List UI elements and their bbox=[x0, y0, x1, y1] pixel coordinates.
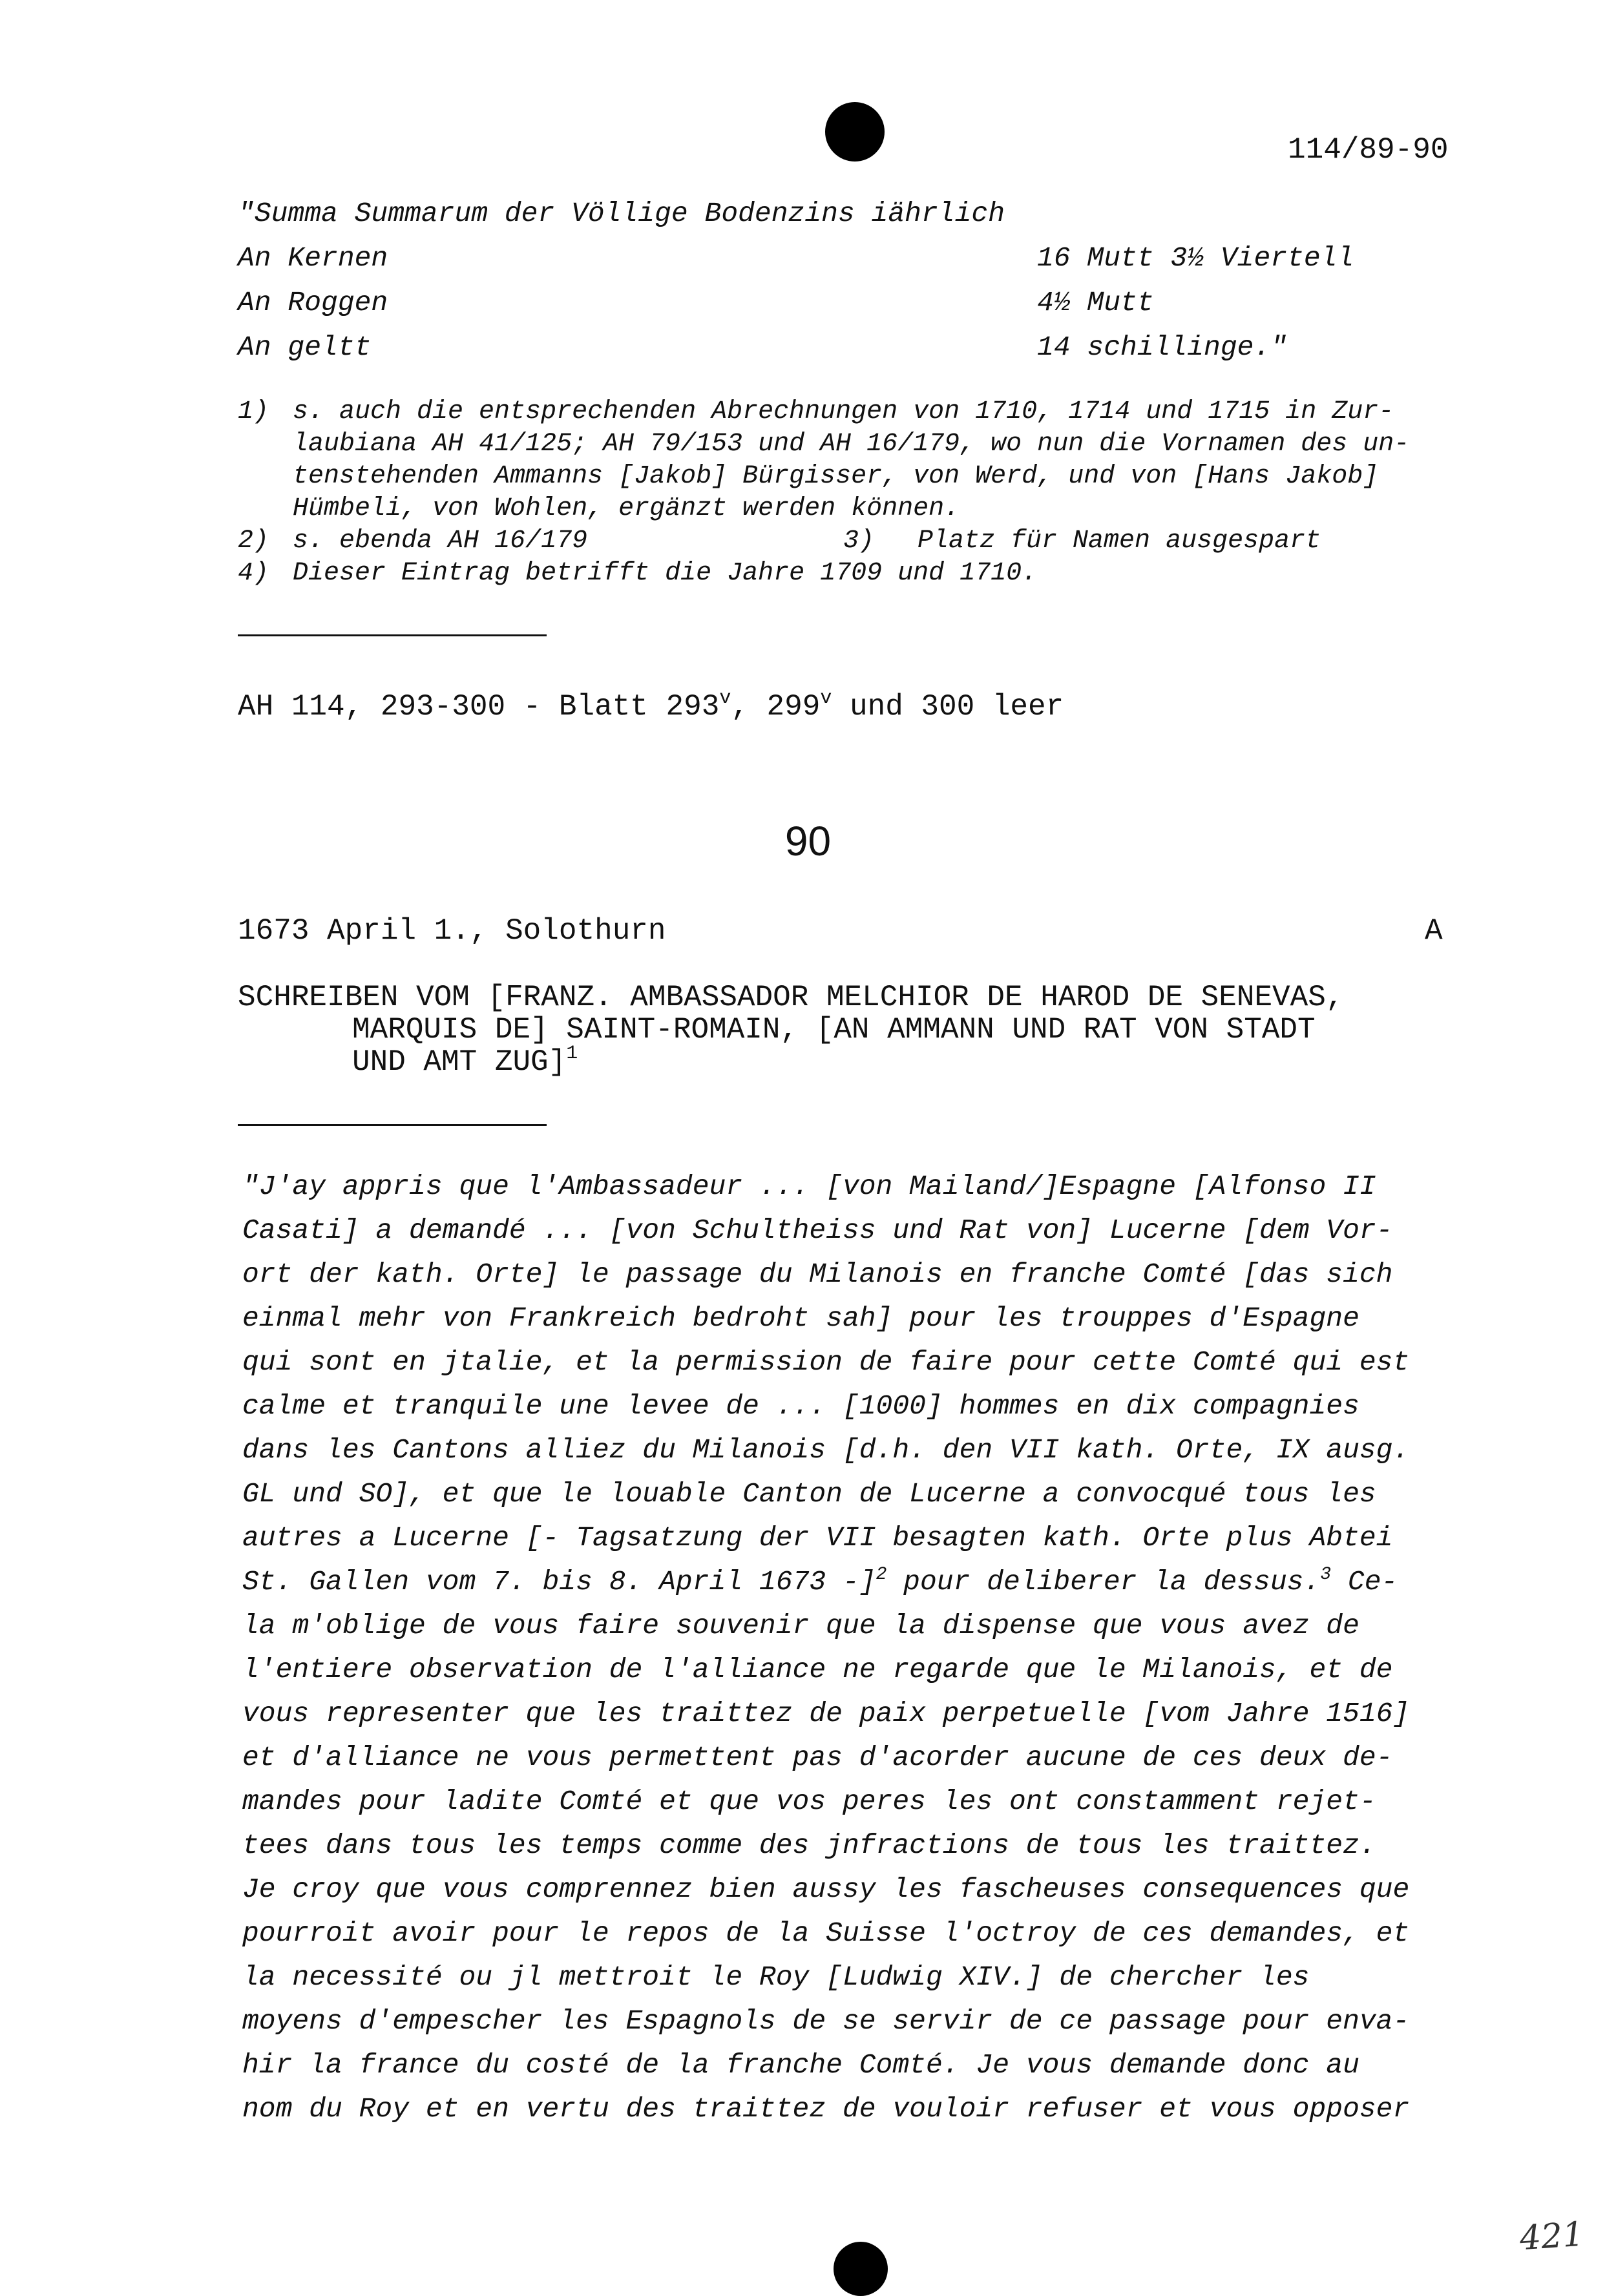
body-line: tees dans tous les temps comme des jnfractions de tous les traittez. bbox=[242, 1830, 1376, 1861]
body-line: calme et tranquile une levee de ... [1000] hommes en dix compagnies bbox=[242, 1390, 1359, 1422]
summary-label: An geltt bbox=[238, 331, 372, 363]
footnote-ref: 2 bbox=[876, 1565, 887, 1585]
footnote-separator bbox=[238, 634, 547, 636]
footnote-number: 3) bbox=[843, 527, 875, 556]
body-line: moyens d'empescher les Espagnols de se servir de ce passage pour enva- bbox=[242, 2005, 1410, 2037]
body-line: pourroit avoir pour le repos de la Suisse l'octroy de ces demandes, et bbox=[242, 1917, 1410, 1949]
date-place: 1673 April 1., Solothurn bbox=[238, 914, 666, 948]
heading-line bbox=[352, 1045, 578, 1079]
summary-label: An Roggen bbox=[238, 287, 388, 318]
heading-text: UND AMT ZUG] bbox=[352, 1045, 567, 1079]
summary-value: 4½ Mutt bbox=[1037, 287, 1154, 318]
body-line: GL und SO], et que le louable Canton de Lucerne a convocqué tous les bbox=[242, 1478, 1376, 1510]
summary-value: 16 Mutt 3½ Viertell bbox=[1037, 242, 1354, 274]
footnote-line: s. auch die entsprechenden Abrechnungen von 1710, 1714 und 1715 in Zur- bbox=[293, 397, 1394, 426]
body-line: la m'oblige de vous faire souvenir que la dispense que vous avez de bbox=[242, 1610, 1359, 1642]
footnote-line: Dieser Eintrag betrifft die Jahre 1709 und 1710. bbox=[293, 559, 1038, 588]
source-suffix: und 300 leer bbox=[832, 690, 1064, 724]
body-line bbox=[242, 1566, 1398, 1598]
source-sup: v bbox=[820, 687, 832, 709]
footnote-number: 1) bbox=[238, 397, 269, 426]
page-reference: 114/89-90 bbox=[1288, 133, 1449, 167]
heading-line: SCHREIBEN VOM [FRANZ. AMBASSADOR MELCHIOR DE HAROD DE SENEVAS, bbox=[238, 981, 1344, 1014]
body-line: nom du Roy et en vertu des traittez de vouloir refuser et vous opposer bbox=[242, 2093, 1410, 2125]
body-line: Je croy que vous comprennez bien aussy les fascheuses consequences que bbox=[242, 1873, 1410, 1905]
body-text: pour deliberer la dessus. bbox=[887, 1566, 1321, 1598]
document-number: 90 bbox=[784, 818, 832, 864]
handwritten-page-number: 421 bbox=[1518, 2215, 1586, 2259]
body-line: einmal mehr von Frankreich bedroht sah] pour les trouppes d'Espagne bbox=[242, 1302, 1359, 1334]
footnote-ref: 3 bbox=[1320, 1565, 1332, 1585]
body-line: ort der kath. Orte] le passage du Milanois en franche Comté [das sich bbox=[242, 1258, 1393, 1290]
body-line: hir la france du costé de la franche Comté. Je vous demande donc au bbox=[242, 2049, 1359, 2081]
footnote-line: laubiana AH 41/125; AH 79/153 und AH 16/179, wo nun die Vornamen des un- bbox=[293, 430, 1410, 459]
source-mid: , 299 bbox=[731, 690, 821, 724]
footnote-line: s. ebenda AH 16/179 bbox=[293, 527, 588, 556]
body-line: Casati] a demandé ... [von Schultheiss und Rat von] Lucerne [dem Vor- bbox=[242, 1215, 1393, 1246]
source-prefix: AH 114, 293-300 - Blatt 293 bbox=[238, 690, 720, 724]
footnote-line: tenstehenden Ammanns [Jakob] Bürgisser, von Werd, und von [Hans Jakob] bbox=[293, 462, 1379, 491]
summary-label: An Kernen bbox=[238, 242, 388, 274]
footnote-line: Platz für Namen ausgespart bbox=[918, 527, 1321, 556]
body-line: autres a Lucerne [- Tagsatzung der VII besagten kath. Orte plus Abtei bbox=[242, 1522, 1393, 1554]
footnote-number: 4) bbox=[238, 559, 269, 588]
summary-title: "Summa Summarum der Völlige Bodenzins iährlich bbox=[238, 198, 1005, 229]
source-line bbox=[238, 687, 1064, 724]
punch-hole-bottom bbox=[834, 2242, 888, 2296]
punch-hole-top bbox=[825, 102, 885, 162]
body-line: et d'alliance ne vous permettent pas d'acorder aucune de ces deux de- bbox=[242, 1742, 1393, 1773]
heading-footnote-ref: 1 bbox=[566, 1043, 578, 1065]
body-line: la necessité ou jl mettroit le Roy [Ludwig XIV.] de chercher les bbox=[242, 1961, 1310, 1993]
heading-separator bbox=[238, 1124, 547, 1126]
source-sup: v bbox=[719, 687, 731, 709]
body-text: Ce- bbox=[1331, 1566, 1398, 1598]
footnote-number: 2) bbox=[238, 527, 269, 556]
body-text: St. Gallen vom 7. bis 8. April 1673 -] bbox=[242, 1566, 876, 1598]
body-line: dans les Cantons alliez du Milanois [d.h. den VII kath. Orte, IX ausg. bbox=[242, 1434, 1410, 1466]
body-line: l'entiere observation de l'alliance ne regarde que le Milanois, et de bbox=[242, 1654, 1393, 1685]
footnote-line: Hümbeli, von Wohlen, ergänzt werden können. bbox=[293, 494, 960, 523]
body-line: "J'ay appris que l'Ambassadeur ... [von Mailand/]Espagne [Alfonso II bbox=[242, 1171, 1376, 1202]
body-line: vous representer que les traittez de paix perpetuelle [vom Jahre 1516] bbox=[242, 1698, 1410, 1729]
document-letter: A bbox=[1425, 914, 1443, 948]
heading-line: MARQUIS DE] SAINT-ROMAIN, [AN AMMANN UND RAT VON STADT bbox=[352, 1013, 1316, 1047]
body-line: qui sont en jtalie, et la permission de faire pour cette Comté qui est bbox=[242, 1346, 1410, 1378]
summary-value: 14 schillinge." bbox=[1037, 331, 1288, 363]
body-line: mandes pour ladite Comté et que vos peres les ont constamment rejet- bbox=[242, 1786, 1376, 1817]
